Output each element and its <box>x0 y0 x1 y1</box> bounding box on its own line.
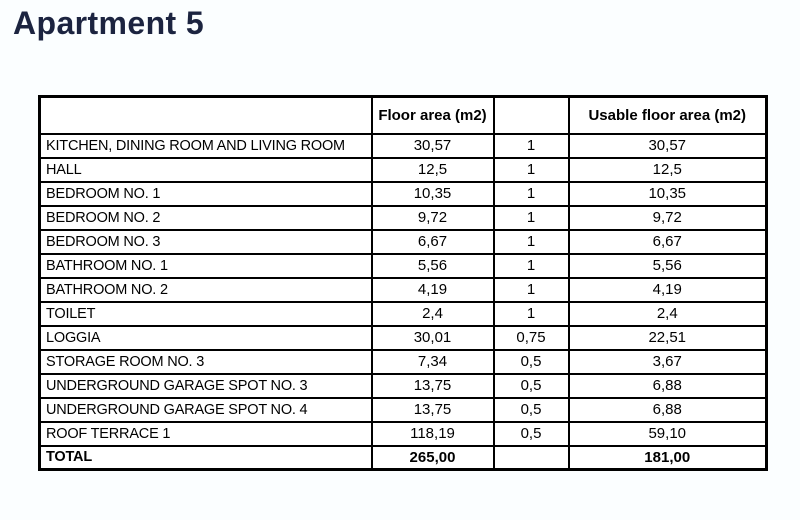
table-row <box>40 398 767 422</box>
room-name-cell: BEDROOM NO. 2 <box>40 206 372 230</box>
coefficient-cell: 1 <box>494 182 569 206</box>
usable-area-cell: 12,5 <box>569 158 767 182</box>
coefficient-cell: 0,5 <box>494 422 569 446</box>
page-title: Apartment 5 <box>13 5 205 41</box>
floor-area-cell: 10,35 <box>372 182 494 206</box>
total-usable-area-cell: 181,00 <box>569 446 767 470</box>
table-row <box>40 350 767 374</box>
coefficient-cell: 0,5 <box>494 374 569 398</box>
room-name-cell: ROOF TERRACE 1 <box>40 422 372 446</box>
usable-area-cell: 6,67 <box>569 230 767 254</box>
floor-area-cell: 13,75 <box>372 374 494 398</box>
room-name-cell: BEDROOM NO. 3 <box>40 230 372 254</box>
coefficient-cell: 1 <box>494 206 569 230</box>
coefficient-cell: 1 <box>494 278 569 302</box>
total-label-cell: TOTAL <box>40 446 372 470</box>
coefficient-cell: 1 <box>494 302 569 326</box>
table-row <box>40 374 767 398</box>
coefficient-cell: 1 <box>494 134 569 158</box>
table-row <box>40 326 767 350</box>
table-row <box>40 278 767 302</box>
floor-area-cell: 4,19 <box>372 278 494 302</box>
table-row <box>40 302 767 326</box>
usable-area-cell: 10,35 <box>569 182 767 206</box>
table-row <box>40 422 767 446</box>
table-row <box>40 230 767 254</box>
room-name-cell: TOILET <box>40 302 372 326</box>
room-name-header <box>40 97 372 134</box>
room-name-cell: STORAGE ROOM NO. 3 <box>40 350 372 374</box>
floor-area-cell: 7,34 <box>372 350 494 374</box>
coefficient-cell: 1 <box>494 158 569 182</box>
usable-area-cell: 3,67 <box>569 350 767 374</box>
floor-area-cell: 9,72 <box>372 206 494 230</box>
usable-area-cell: 4,19 <box>569 278 767 302</box>
coefficient-cell: 1 <box>494 230 569 254</box>
floor-area-cell: 13,75 <box>372 398 494 422</box>
room-name-cell: HALL <box>40 158 372 182</box>
usable-area-cell: 5,56 <box>569 254 767 278</box>
floor-area-cell: 5,56 <box>372 254 494 278</box>
total-row <box>40 446 767 470</box>
usable-area-cell: 30,57 <box>569 134 767 158</box>
room-name-cell: LOGGIA <box>40 326 372 350</box>
coefficient-cell: 0,5 <box>494 350 569 374</box>
usable-area-cell: 6,88 <box>569 374 767 398</box>
total-floor-area-cell: 265,00 <box>372 446 494 470</box>
usable-area-header: Usable floor area (m2) <box>569 97 767 134</box>
usable-area-cell: 6,88 <box>569 398 767 422</box>
coefficient-cell: 0,5 <box>494 398 569 422</box>
floor-area-cell: 118,19 <box>372 422 494 446</box>
usable-area-cell: 59,10 <box>569 422 767 446</box>
room-name-cell: BEDROOM NO. 1 <box>40 182 372 206</box>
floor-area-header: Floor area (m2) <box>372 97 494 134</box>
usable-area-cell: 2,4 <box>569 302 767 326</box>
floor-area-table <box>38 95 768 471</box>
floor-area-cell: 30,01 <box>372 326 494 350</box>
room-name-cell: BATHROOM NO. 2 <box>40 278 372 302</box>
floor-area-cell: 12,5 <box>372 158 494 182</box>
usable-area-cell: 22,51 <box>569 326 767 350</box>
room-name-cell: UNDERGROUND GARAGE SPOT NO. 3 <box>40 374 372 398</box>
room-name-cell: KITCHEN, DINING ROOM AND LIVING ROOM <box>40 134 372 158</box>
usable-area-cell: 9,72 <box>569 206 767 230</box>
table-row <box>40 182 767 206</box>
table-row <box>40 254 767 278</box>
coefficient-cell: 1 <box>494 254 569 278</box>
table-row <box>40 158 767 182</box>
coefficient-cell: 0,75 <box>494 326 569 350</box>
room-name-cell: BATHROOM NO. 1 <box>40 254 372 278</box>
table-row <box>40 206 767 230</box>
floor-area-cell: 30,57 <box>372 134 494 158</box>
table-row <box>40 134 767 158</box>
room-name-cell: UNDERGROUND GARAGE SPOT NO. 4 <box>40 398 372 422</box>
floor-area-cell: 2,4 <box>372 302 494 326</box>
floor-area-cell: 6,67 <box>372 230 494 254</box>
coefficient-header <box>494 97 569 134</box>
header-row <box>40 97 767 134</box>
total-coefficient-cell <box>494 446 569 470</box>
